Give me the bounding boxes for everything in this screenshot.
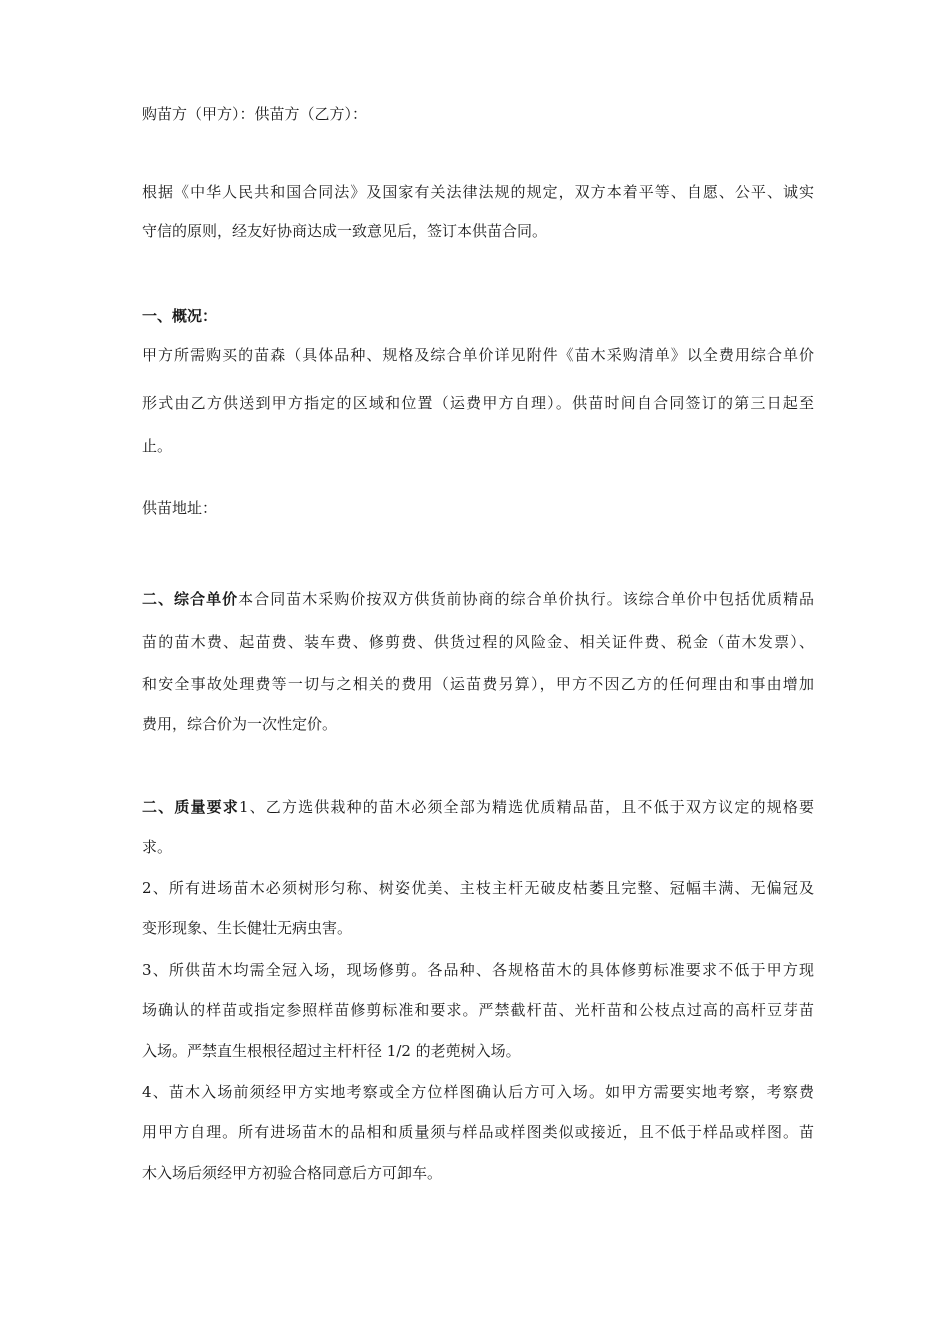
section3-line-8: 4、苗木入场前须经甲方实地考察或全方位样图确认后方可入场。如甲方需要实地考察，考察费 <box>142 1083 814 1101</box>
section1-heading: 一、概况： <box>142 307 218 325</box>
section2-line-4: 费用，综合价为一次性定价。 <box>142 715 338 733</box>
section3-line-2: 求。 <box>142 838 173 856</box>
section2-line-1-text: 本合同苗木采购价按双方供货前协商的综合单价执行。该综合单价中包括优质精品 <box>238 590 814 608</box>
section3-line-5: 3、所供苗木均需全冠入场，现场修剪。各品种、各规格苗木的具体修剪标准要求不低于甲方现 <box>142 961 814 979</box>
section2-line-1 <box>142 589 814 609</box>
section3-line-9: 用甲方自理。所有进场苗木的品相和质量须与样品或样图类似或接近，且不低于样品或样图。苗 <box>142 1123 814 1141</box>
section2-line-2: 苗的苗木费、起苗费、装车费、修剪费、供货过程的风险金、相关证件费、税金（苗木发票）、 <box>142 633 814 651</box>
intro-line-2: 守信的原则，经友好协商达成一致意见后，签订本供苗合同。 <box>142 222 548 240</box>
intro-line-1: 根据《中华人民共和国合同法》及国家有关法律法规的规定，双方本着平等、自愿、公平、诚实 <box>142 183 814 201</box>
section2-heading: 二、综合单价 <box>142 590 239 608</box>
section3-line-4: 变形现象、生长健壮无病虫害。 <box>142 919 353 937</box>
section3-heading: 二、质量要求 <box>142 798 239 816</box>
section3-line-1-text: 1、乙方选供栽种的苗木必须全部为精选优质精品苗，且不低于双方议定的规格要 <box>238 798 814 816</box>
section3-line-6: 场确认的样苗或指定参照样苗修剪标准和要求。严禁截杆苗、光杆苗和公枝点过高的高杆豆芽苗 <box>142 1001 814 1019</box>
section2-line-3: 和安全事故处理费等一切与之相关的费用（运苗费另算），甲方不因乙方的任何理由和事由增加 <box>142 675 814 693</box>
supply-address-label: 供苗地址： <box>142 499 218 517</box>
section3-line-10: 木入场后须经甲方初验合格同意后方可卸车。 <box>142 1164 443 1182</box>
section1-line-3: 止。 <box>142 437 173 455</box>
section3-line-1 <box>142 797 814 817</box>
section1-line-1: 甲方所需购买的苗森（具体品种、规格及综合单价详见附件《苗木采购清单》以全费用综合单价 <box>142 346 814 364</box>
parties-line: 购苗方（甲方）：供苗方（乙方）： <box>142 105 368 123</box>
section3-line-3: 2、所有进场苗木必须树形匀称、树姿优美、主枝主杆无破皮枯萎且完整、冠幅丰满、无偏冠及 <box>142 879 814 897</box>
section1-line-2: 形式由乙方供送到甲方指定的区域和位置（运费甲方自理）。供苗时间自合同签订的第三日起至 <box>142 394 814 412</box>
section3-line-7: 入场。严禁直生根根径超过主杆杆径 1/2 的老蔸树入场。 <box>142 1042 521 1060</box>
